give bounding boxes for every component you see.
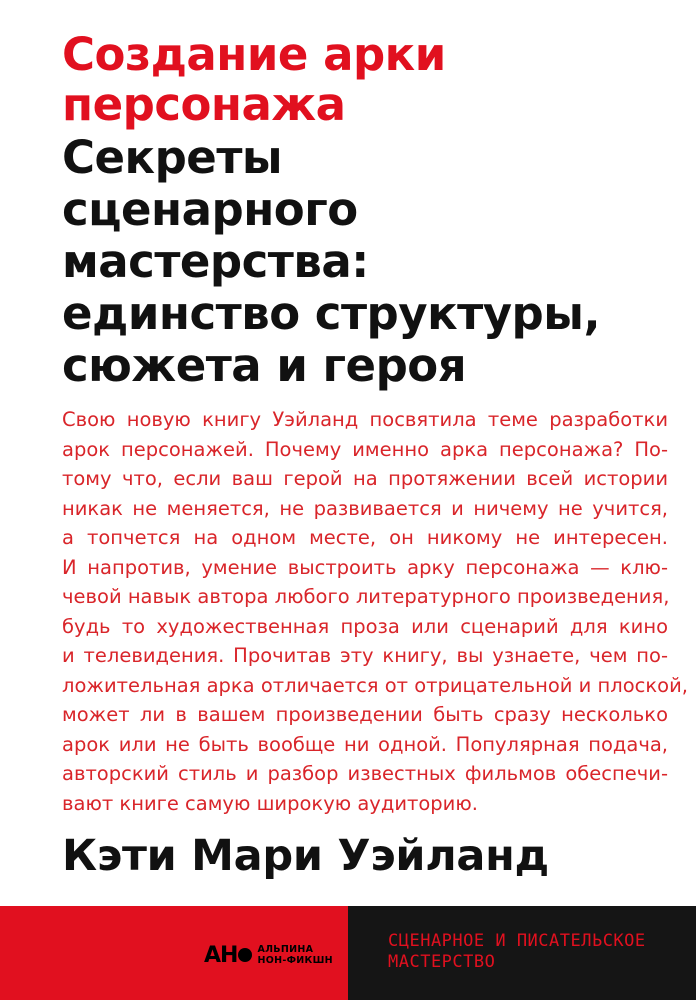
publisher-name-line: НОН-ФИКШН xyxy=(257,955,333,966)
description-line: арок или не быть вообще ни одной. Популярная подача, xyxy=(62,732,668,756)
anf-logo-icon: АН xyxy=(204,943,253,968)
book-subtitle-line: сюжета и героя xyxy=(62,339,467,392)
series-name-line: СЦЕНАРНОЕ И ПИСАТЕЛЬСКОЕ xyxy=(388,931,646,951)
book-subtitle-line: единство структуры, xyxy=(62,287,601,340)
publisher-logo xyxy=(204,943,333,967)
description-line: вают книге самую широкую аудиторию. xyxy=(62,791,478,815)
description-line: и телевидения. Прочитав эту книгу, вы узнаете, чем по- xyxy=(62,644,668,667)
description-line: арок персонажей. Почему именно арка персонажа? По- xyxy=(62,437,668,461)
book-title xyxy=(62,30,662,130)
book-title-line: персонажа xyxy=(62,78,346,131)
book-subtitle-line: мастерства: xyxy=(62,235,369,288)
book-description xyxy=(62,405,688,818)
publisher-name xyxy=(257,944,332,966)
series-name xyxy=(388,931,688,973)
description-line: авторский стиль и разбор известных фильмов обеспечи- xyxy=(62,762,668,785)
book-subtitle xyxy=(62,132,682,392)
description-line: тому что, если ваш герой на протяжении всей истории xyxy=(62,467,668,490)
publisher-name-line: АЛЬПИНА xyxy=(257,944,314,955)
description-line: будь то художественная проза или сценарий для кино xyxy=(62,614,668,638)
description-line: ложительная арка отличается от отрицательной и плоской, xyxy=(62,673,688,697)
description-line: И напротив, умение выстроить арку персонажа — клю- xyxy=(62,555,668,579)
description-line: Свою новую книгу Уэйланд посвятила теме разработки xyxy=(62,408,668,431)
author-name: Кэти Мари Уэйланд xyxy=(62,831,549,881)
book-subtitle-line: Секреты xyxy=(62,131,283,184)
series-name-line: МАСТЕРСТВО xyxy=(388,952,496,972)
description-line: чевой навык автора любого литературного произведения, xyxy=(62,585,670,608)
book-title-line: Создание арки xyxy=(62,28,446,81)
description-line: никак не меняется, не развивается и ничему не учится, xyxy=(62,496,668,520)
book-subtitle-line: сценарного xyxy=(62,183,358,236)
description-line: может ли в вашем произведении быть сразу несколько xyxy=(62,703,668,726)
description-line: а топчется на одном месте, он никому не интересен. xyxy=(62,526,668,549)
